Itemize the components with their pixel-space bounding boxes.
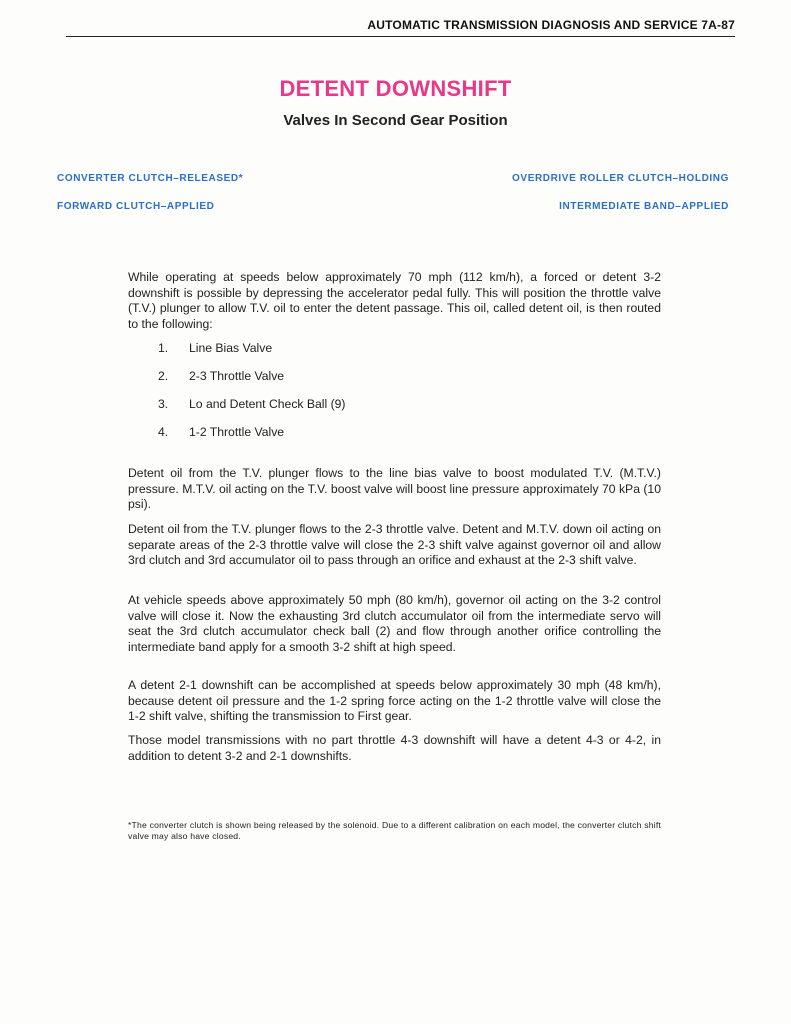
page-subtitle: Valves In Second Gear Position bbox=[283, 112, 508, 129]
status-intermediate-band: INTERMEDIATE BAND–APPLIED bbox=[559, 201, 729, 212]
page-title: DETENT DOWNSHIFT bbox=[279, 76, 512, 101]
intro-paragraph: While operating at speeds below approximately 70 mph (112 km/h), a forced or detent 3-2 downshift is possible by depressing the accelerator pedal fully. This will position the throttle valve (T.V.) plunger to allow T.V. oil to enter the detent passage. This oil, called detent oil, is then routed to the following: bbox=[128, 270, 661, 331]
paragraph-line-bias: Detent oil from the T.V. plunger flows to the line bias valve to boost modulated T.V. (M.T.V.) pressure. M.T.V. oil acting on the T.V. boost valve will boost line pressure approximately 70 kPa (10 psi). bbox=[128, 466, 661, 511]
running-header-title: AUTOMATIC TRANSMISSION DIAGNOSIS AND SERVICE 7A-87 bbox=[367, 18, 735, 32]
routing-list bbox=[158, 341, 346, 453]
status-forward-clutch: FORWARD CLUTCH–APPLIED bbox=[57, 201, 215, 212]
paragraph-2-3-throttle: Detent oil from the T.V. plunger flows to the 2-3 throttle valve. Detent and M.T.V. down oil acting on separate areas of the 2-3 throttle valve will close the 2-3 shift valve against governor oil and allow 3rd clutch and 3rd accumulator oil to pass through an orifice and exhaust at the 2-3 shift valve. bbox=[128, 522, 661, 567]
running-header bbox=[66, 14, 735, 37]
footnote: *The converter clutch is shown being released by the solenoid. Due to a different calibration on each model, the converter clutch shift valve may also have closed. bbox=[128, 820, 661, 841]
list-item-text: Lo and Detent Check Ball (9) bbox=[189, 397, 346, 411]
list-item-number: 2. bbox=[158, 369, 169, 383]
list-item-number: 1. bbox=[158, 341, 169, 355]
list-item-text: Line Bias Valve bbox=[189, 341, 273, 355]
list-item-number: 4. bbox=[158, 425, 169, 439]
list-item-text: 1-2 Throttle Valve bbox=[189, 425, 285, 439]
paragraph-high-speed: At vehicle speeds above approximately 50 mph (80 km/h), governor oil acting on the 3-2 control valve will close it. Now the exhausting 3rd clutch accumulator oil from the intermediate servo will seat the 3rd clutch accumulator check ball (2) and flow through another orifice controlling the intermediate band apply for a smooth 3-2 shift at high speed. bbox=[128, 593, 661, 654]
list-item bbox=[158, 341, 346, 369]
status-overdrive-roller-clutch: OVERDRIVE ROLLER CLUTCH–HOLDING bbox=[512, 173, 729, 184]
list-item bbox=[158, 397, 346, 425]
list-item bbox=[158, 369, 346, 397]
paragraph-4-3-downshift: Those model transmissions with no part throttle 4-3 downshift will have a detent 4-3 or 4-2, in addition to detent 3-2 and 2-1 downshifts. bbox=[128, 733, 661, 763]
paragraph-2-1-downshift: A detent 2-1 downshift can be accomplished at speeds below approximately 30 mph (48 km/h), because detent oil pressure and the 1-2 spring force acting on the 1-2 throttle valve will close the 1-2 shift valve, shifting the transmission to First gear. bbox=[128, 678, 661, 723]
list-item bbox=[158, 425, 346, 453]
status-converter-clutch: CONVERTER CLUTCH–RELEASED* bbox=[57, 173, 244, 184]
list-item-text: 2-3 Throttle Valve bbox=[189, 369, 285, 383]
list-item-number: 3. bbox=[158, 397, 169, 411]
